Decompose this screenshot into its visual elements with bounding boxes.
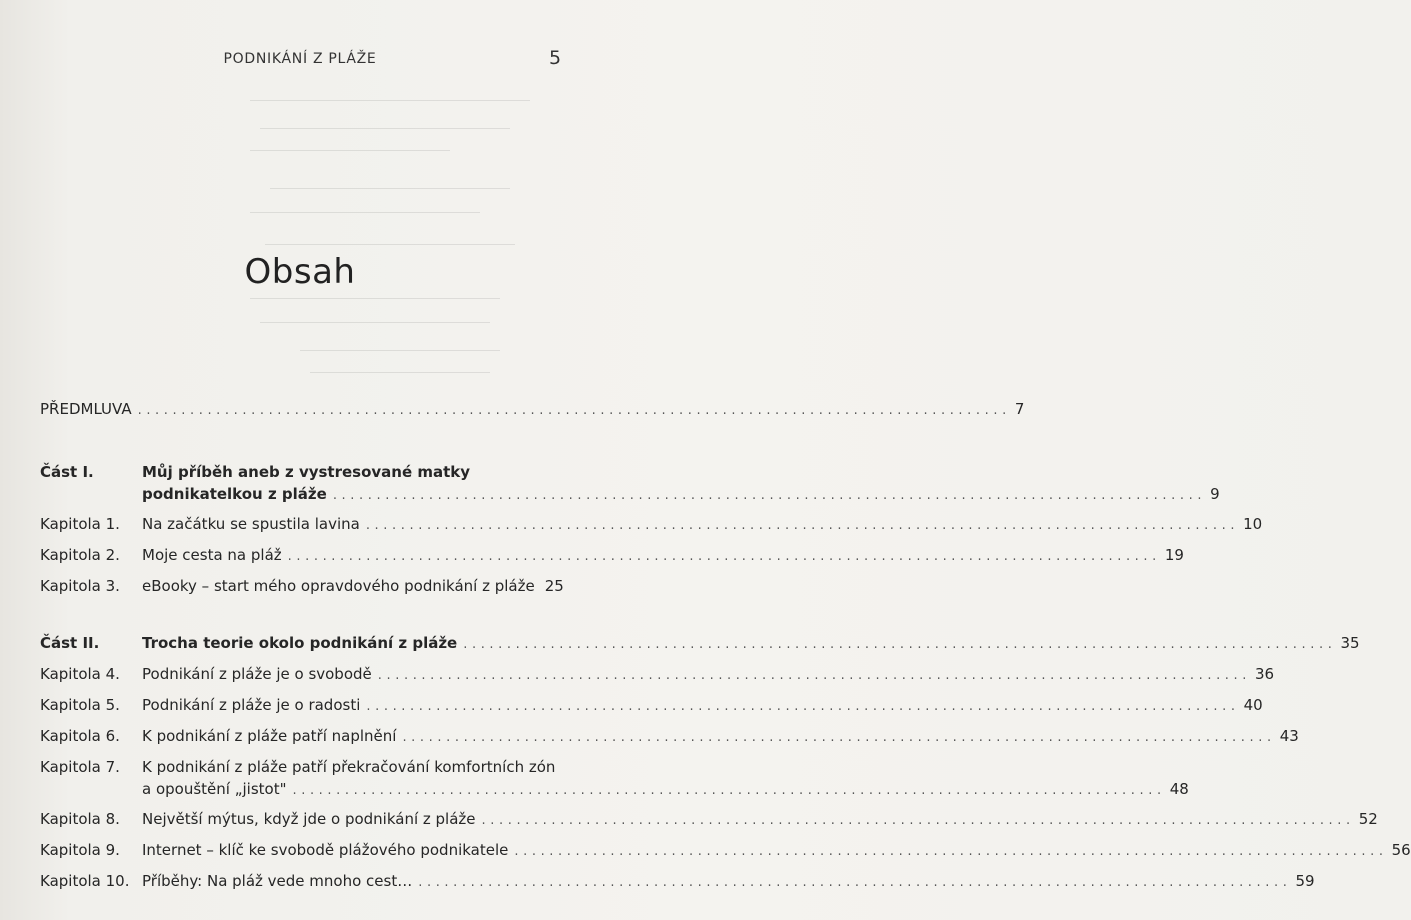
chapter-label: Kapitola 6. — [40, 727, 120, 745]
chapter-label: Kapitola 3. — [40, 577, 120, 595]
leader-dots: .................................................................................................... — [418, 875, 1292, 890]
leader-dots: .................................................................................................... — [137, 403, 1011, 418]
chapter-title: Největší mýtus, když jde o podnikání z pláže — [142, 810, 476, 828]
page-number: 5 — [549, 47, 562, 69]
leader-dots: .................................................................................................... — [287, 549, 1161, 564]
page-ref: 25 — [544, 577, 564, 595]
page-ref: 36 — [1255, 665, 1275, 683]
toc-entry-chapter[interactable] — [0, 840, 1411, 861]
toc-entry-chapter[interactable] — [0, 576, 600, 597]
chapter-label: Kapitola 8. — [40, 810, 120, 828]
part-label: Část II. — [40, 634, 100, 652]
part-title-line-1: Můj příběh aneb z vystresované matky — [142, 463, 471, 481]
page-ref: 56 — [1391, 841, 1411, 859]
page-ref: 35 — [1340, 634, 1360, 652]
toc-entry-part-2[interactable] — [0, 633, 1360, 654]
preface-label: PŘEDMLUVA — [40, 400, 132, 418]
leader-dots: .................................................................................................... — [402, 730, 1276, 745]
toc-entry-chapter[interactable] — [0, 514, 1263, 535]
chapter-title: Moje cesta na pláž — [142, 546, 282, 564]
toc-entry-chapter-cont[interactable] — [142, 779, 1189, 801]
page-ref: 43 — [1279, 727, 1299, 745]
chapter-label: Kapitola 4. — [40, 665, 120, 683]
leader-dots: .................................................................................................... — [366, 699, 1240, 714]
toc-entry-preface[interactable] — [40, 399, 1025, 421]
page-ref: 7 — [1014, 400, 1025, 418]
leader-dots: .................................................................................................... — [365, 518, 1240, 533]
chapter-title: Na začátku se spustila lavina — [142, 515, 360, 533]
running-header: PODNIKÁNÍ Z PLÁŽE — [223, 51, 377, 67]
chapter-title: K podnikání z pláže patří naplnění — [142, 727, 397, 745]
page-ref: 9 — [1210, 485, 1220, 503]
part-title: Trocha teorie okolo podnikání z pláže — [142, 634, 458, 652]
leader-dots: .................................................................................................... — [377, 668, 1251, 683]
page-ref: 59 — [1295, 872, 1315, 890]
chapter-title-line-2: a opouštění „jistot" — [142, 780, 287, 798]
toc-entry-chapter[interactable] — [0, 695, 1263, 716]
chapter-title: Podnikání z pláže je o svobodě — [142, 665, 372, 683]
chapter-title-line-1: K podnikání z pláže patří překračování komfortních zón — [142, 758, 556, 776]
toc-entry-part-1-cont[interactable] — [142, 484, 1220, 506]
chapter-label: Kapitola 5. — [40, 696, 120, 714]
part-title-line-2: podnikatelkou z pláže — [142, 485, 327, 503]
chapter-label: Kapitola 9. — [40, 841, 120, 859]
page-ref: 10 — [1243, 515, 1263, 533]
chapter-label: Kapitola 2. — [40, 546, 120, 564]
chapter-title: eBooky – start mého opravdového podnikání z pláže — [142, 577, 535, 595]
chapter-title: Internet – klíč ke svobodě plážového podnikatele — [142, 841, 509, 859]
chapter-label: Kapitola 1. — [40, 515, 120, 533]
page-title: Obsah — [244, 252, 356, 292]
page-ref: 40 — [1243, 696, 1263, 714]
chapter-label: Kapitola 10. — [40, 872, 130, 890]
leader-dots: .................................................................................................... — [292, 783, 1166, 798]
page-ref: 19 — [1164, 546, 1184, 564]
toc-entry-chapter[interactable] — [0, 726, 1299, 747]
chapter-label: Kapitola 7. — [40, 758, 120, 776]
chapter-title: Příběhy: Na pláž vede mnoho cest… — [142, 872, 413, 890]
page-ref: 52 — [1358, 810, 1378, 828]
page-ref: 48 — [1169, 780, 1189, 798]
leader-dots: .................................................................................................... — [481, 813, 1355, 828]
leader-dots: .................................................................................................... — [463, 637, 1337, 652]
chapter-title: Podnikání z pláže je o radosti — [142, 696, 361, 714]
part-label: Část I. — [40, 463, 94, 481]
toc-entry-chapter[interactable] — [0, 545, 1184, 566]
leader-dots: .................................................................................................... — [332, 488, 1207, 503]
leader-dots: .................................................................................................... — [514, 844, 1388, 859]
toc-entry-chapter[interactable] — [0, 809, 1378, 830]
toc-entry-chapter[interactable] — [0, 664, 1275, 685]
toc-entry-chapter[interactable] — [0, 871, 1315, 892]
